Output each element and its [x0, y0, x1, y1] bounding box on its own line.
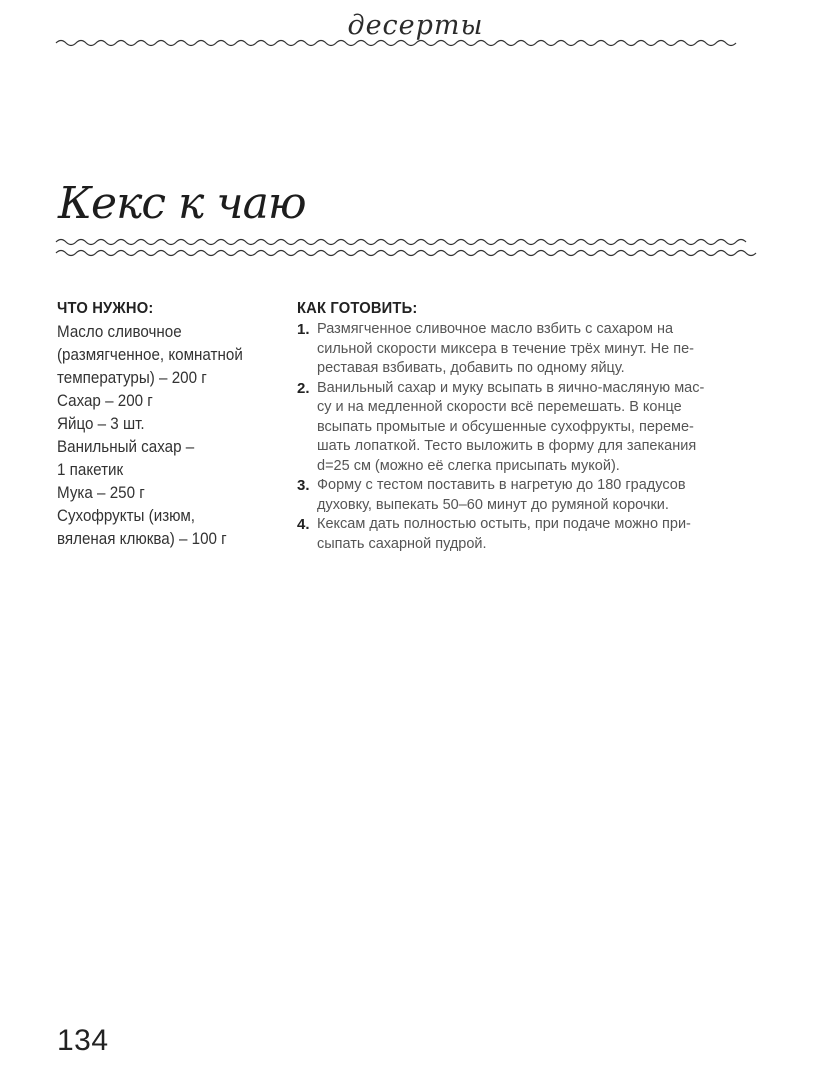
ingredient-line: температуры) – 200 г — [57, 369, 207, 387]
instructions-section — [297, 300, 767, 554]
header-wave-divider — [0, 36, 831, 50]
instructions-list — [297, 320, 767, 554]
step-text-line: реставая взбивать, добавить по одному яйцу. — [317, 360, 625, 376]
instructions-heading: КАК ГОТОВИТЬ: — [297, 300, 418, 317]
step-text-line: Ванильный сахар и муку всыпать в яично-масляную мас- — [317, 379, 705, 396]
instruction-step-3 — [297, 476, 767, 515]
recipe-title: Кекс к чаю — [58, 178, 306, 229]
step-text-line: Форму с тестом поставить в нагретую до 180 градусов — [317, 477, 686, 493]
ingredient-line: Яйцо – 3 шт. — [57, 415, 145, 433]
ingredients-heading: ЧТО НУЖНО: — [57, 300, 154, 317]
ingredient-line: Сухофрукты (изюм, — [57, 507, 196, 525]
step-text-line: шать лопаткой. Тесто выложить в форму для запекания — [317, 438, 697, 454]
ingredients-section — [57, 300, 277, 551]
ingredient-line: (размягченное, комнатной — [57, 346, 243, 364]
ingredient-line: 1 пакетик — [57, 461, 124, 479]
step-text-line: су и на медленной скорости всё перемешать. В конце — [317, 399, 682, 415]
ingredient-line: Масло сливочное — [57, 323, 182, 341]
title-wave-divider — [0, 234, 831, 264]
step-text-line: сильной скорости миксера в течение трёх минут. Не пе- — [317, 340, 694, 357]
ingredient-line: Мука – 250 г — [57, 484, 145, 502]
step-text-line: Кексам дать полностью остыть, при подаче можно при- — [317, 516, 691, 532]
ingredient-line: вяленая клюква) – 100 г — [57, 530, 227, 548]
step-text-line: всыпать промытые и обсушенные сухофрукты, переме- — [317, 418, 694, 435]
step-text-line: духовку, выпекать 50–60 минут до румяной корочки. — [317, 496, 669, 513]
section-title: десерты — [347, 10, 484, 41]
instruction-step-4 — [297, 515, 767, 554]
step-number: 4. — [297, 516, 310, 533]
step-number: 3. — [297, 477, 310, 494]
page-number: 134 — [57, 1024, 109, 1057]
instruction-step-2 — [297, 379, 767, 477]
step-number: 2. — [297, 379, 310, 397]
step-text-line: Размягченное сливочное масло взбить с сахаром на — [317, 321, 674, 337]
ingredients-list — [57, 321, 277, 551]
ingredient-line: Ванильный сахар – — [57, 438, 195, 456]
step-number: 1. — [297, 321, 310, 338]
instruction-step-1 — [297, 320, 767, 379]
step-text-line: d=25 см (можно её слегка присыпать мукой). — [317, 457, 620, 474]
step-text-line: сыпать сахарной пудрой. — [317, 535, 487, 552]
ingredient-line: Сахар – 200 г — [57, 392, 153, 410]
